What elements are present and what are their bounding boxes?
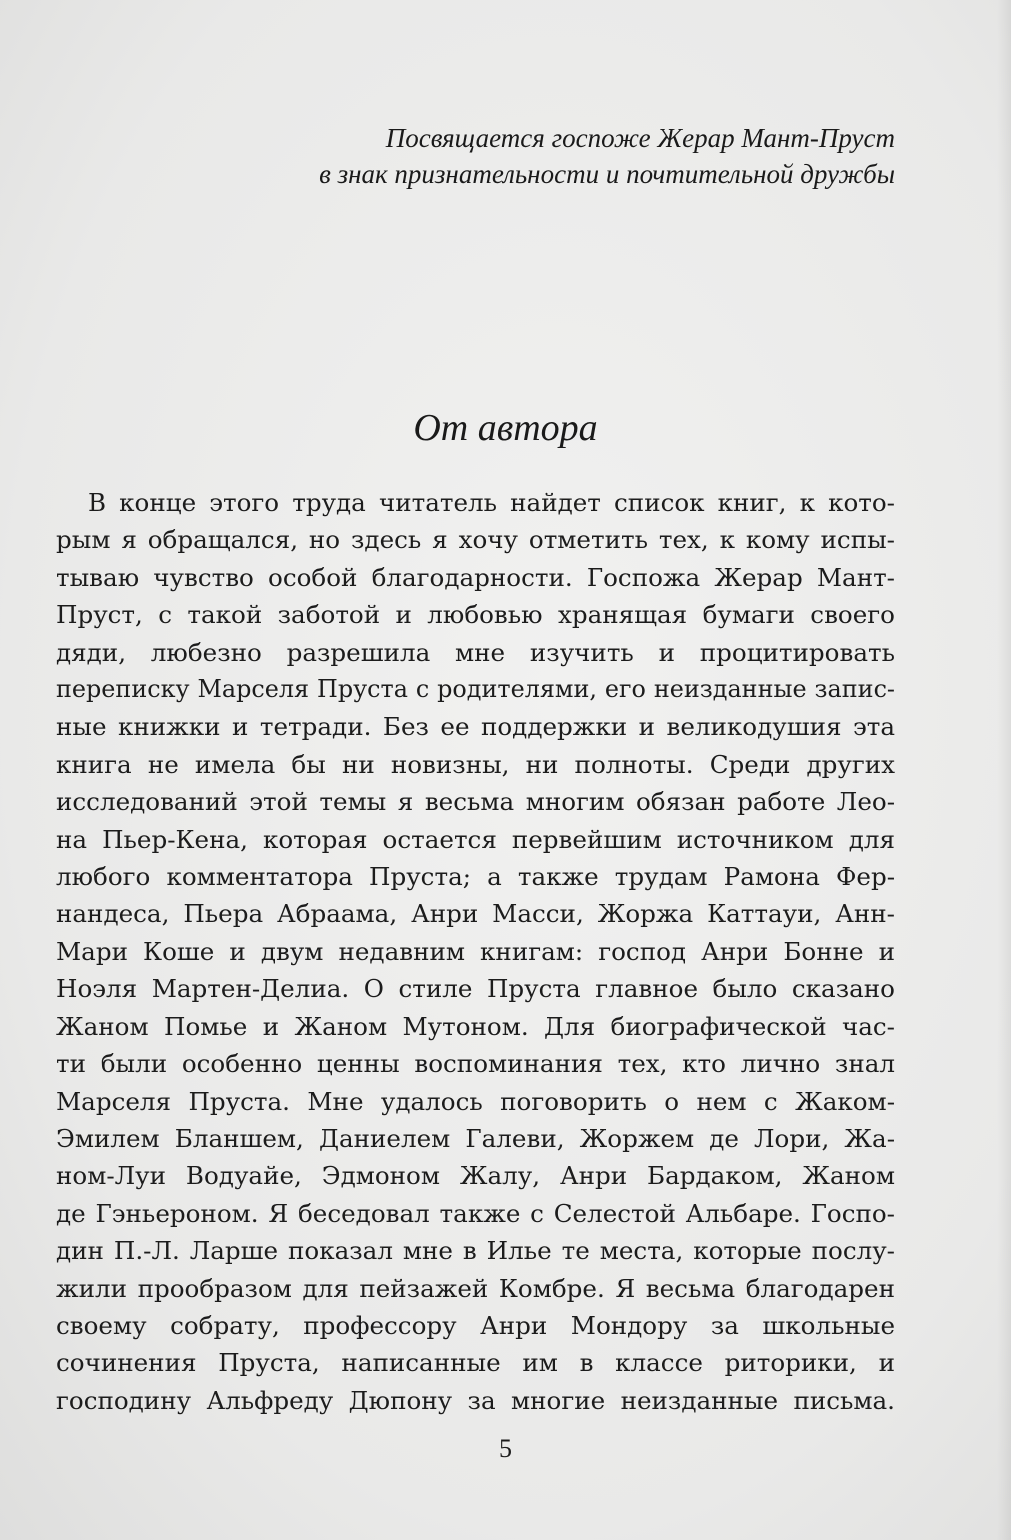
text-line: Марселя Пруста. Мне удалось поговорить о нем с Жаком- <box>56 1086 895 1116</box>
text-line: господину Альфреду Дюпону за многие неизданные письма. <box>56 1385 895 1415</box>
page-edge-shadow <box>997 0 1011 1540</box>
text-line: де Гэньероном. Я беседовал также с Селестой Альбаре. Госпо- <box>56 1198 895 1228</box>
text-line: своему собрату, профессору Анри Мондору за школьные <box>56 1310 895 1340</box>
text-line: В конце этого труда читатель найдет список книг, к кото- <box>88 488 895 517</box>
section-heading: От автора <box>413 407 598 449</box>
text-line: исследований этой темы я весьма многим обязан работе Лео- <box>56 787 895 817</box>
text-line: ном-Луи Водуайе, Эдмоном Жалу, Анри Бардаком, Жаном <box>56 1161 895 1191</box>
text-line: дяди, любезно разрешила мне изучить и процитировать <box>56 637 895 667</box>
text-line: жили прообразом для пейзажей Комбре. Я весьма благодарен <box>56 1273 895 1303</box>
dedication <box>319 120 895 192</box>
text-line: переписку Марселя Пруста с родителями, его неизданные запис- <box>56 675 895 704</box>
text-line: любого комментатора Пруста; а также трудам Рамона Фер- <box>56 862 895 892</box>
body-paragraph <box>56 484 895 1419</box>
text-line: тываю чувство особой благодарности. Госпожа Жерар Мант- <box>56 562 895 592</box>
text-line: книга не имела бы ни новизны, ни полноты. Среди других <box>56 749 895 779</box>
text-line: рым я обращался, но здесь я хочу отметить тех, к кому испы- <box>56 525 895 555</box>
text-line: нандеса, Пьера Абраама, Анри Масси, Жоржа Каттауи, Анн- <box>56 899 895 929</box>
text-line: Пруст, с такой заботой и любовью хранящая бумаги своего <box>56 600 895 630</box>
text-line: Жаном Помье и Жаном Мутоном. Для биографической час- <box>56 1011 895 1041</box>
text-line: Эмилем Бланшем, Даниелем Галеви, Жоржем де Лори, Жа- <box>56 1123 895 1153</box>
text-line: дин П.-Л. Ларше показал мне в Илье те места, которые послу- <box>56 1236 895 1266</box>
text-line: Мари Коше и двум недавним книгам: господ Анри Бонне и <box>56 936 895 966</box>
text-line: ные книжки и тетради. Без ее поддержки и великодушия эта <box>56 712 895 742</box>
dedication-line-1: Посвящается госпоже Жерар Мант-Пруст <box>385 123 895 153</box>
text-line: ти были особенно ценны воспоминания тех, кто лично знал <box>56 1049 895 1079</box>
dedication-line-2: в знак признательности и почтительной дружбы <box>319 159 895 189</box>
page-number: 5 <box>499 1434 512 1463</box>
text-line: Ноэля Мартен-Делиа. О стиле Пруста главное было сказано <box>56 974 895 1004</box>
text-line: сочинения Пруста, написанные им в классе риторики, и <box>56 1348 895 1378</box>
text-line: на Пьер-Кена, которая остается первейшим источником для <box>56 824 895 854</box>
